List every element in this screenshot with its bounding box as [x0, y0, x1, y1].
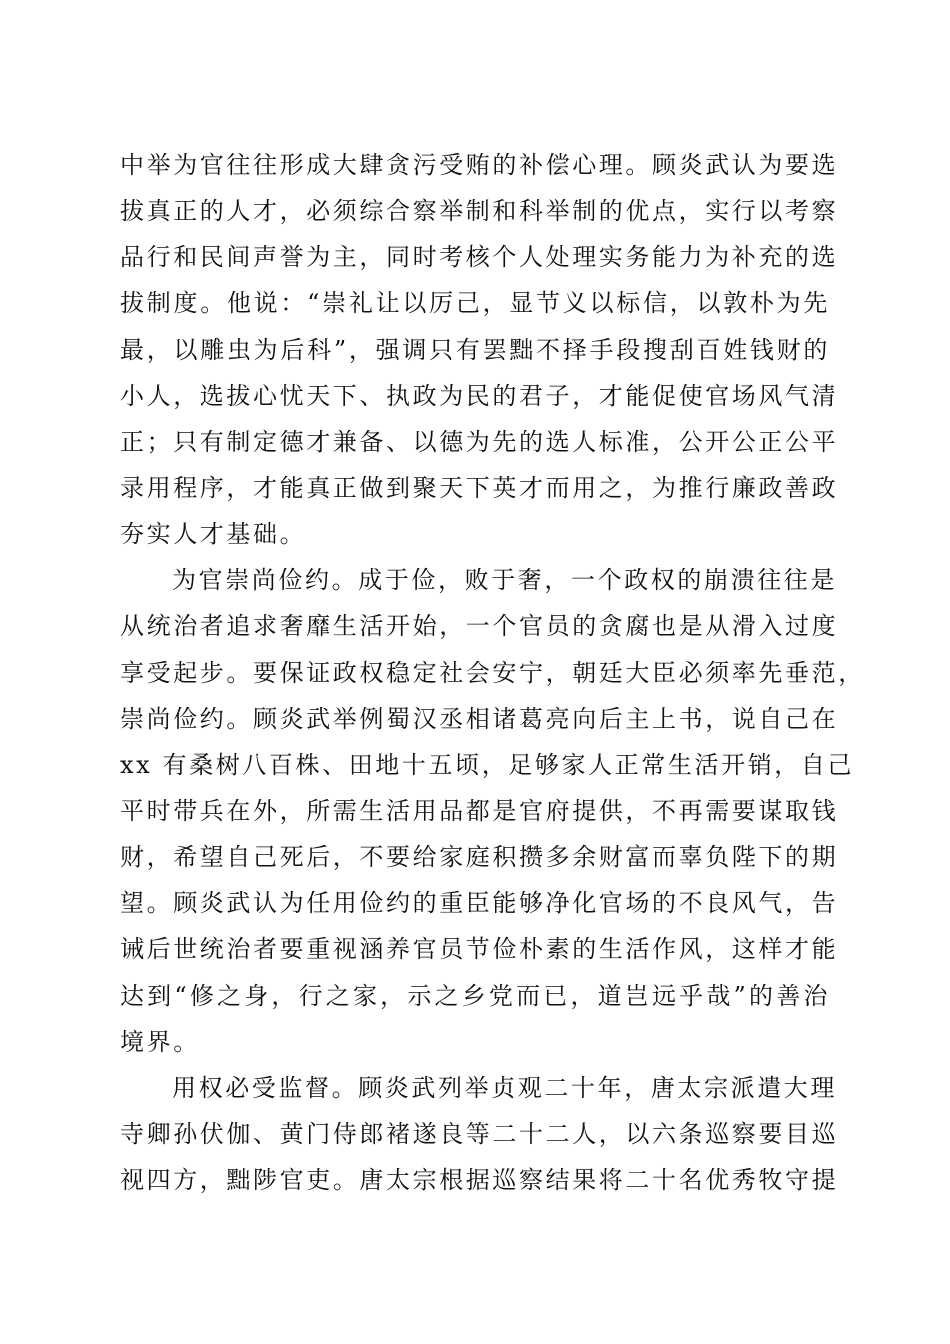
- text-line: 中举为官往往形成大肆贪污受贿的补偿心理。顾炎武认为要选: [120, 151, 839, 179]
- text-line: 达到“修之身，行之家，示之乡党而已，道岂远乎哉”的善治: [120, 981, 830, 1010]
- text-line: xx 有桑树八百株、田地十五顷，足够家人正常生活开销，自己: [120, 750, 855, 779]
- paragraph-start-line: 用权必受监督。顾炎武列举贞观二十年，唐太宗派遣大理: [172, 1073, 837, 1102]
- text-line: 录用程序，才能真正做到聚天下英才而用之，为推行廉政善政: [120, 473, 839, 502]
- text-line: 视四方，黜陟官吏。唐太宗根据巡察结果将二十名优秀牧守提: [120, 1166, 839, 1195]
- paragraph-start-line: 为官崇尚俭约。成于俭，败于奢，一个政权的崩溃往往是: [172, 566, 837, 595]
- text-line: 诫后世统治者要重视涵养官员节俭朴素的生活作风，这样才能: [120, 935, 839, 964]
- text-line: 平时带兵在外，所需生活用品都是官府提供，不再需要谋取钱: [120, 796, 839, 825]
- text-line: 崇尚俭约。顾炎武举例蜀汉丞相诸葛亮向后主上书，说自己在: [120, 704, 839, 733]
- body-text: [120, 142, 865, 1203]
- text-line: 小人，选拔心忧天下、执政为民的君子，才能促使官场风气清: [120, 381, 839, 410]
- text-line: 拔真正的人才，必须综合察举制和科举制的优点，实行以考察: [120, 197, 839, 226]
- text-line: 夯实人才基础。: [120, 520, 307, 549]
- text-line: 境界。: [120, 1027, 200, 1056]
- text-line: 从统治者追求奢靡生活开始，一个官员的贪腐也是从滑入过度: [120, 612, 839, 641]
- text-line: 最，以雕虫为后科”，强调只有罢黜不择手段搜刮百姓钱财的: [120, 335, 830, 364]
- text-line: 正；只有制定德才兼备、以德为先的选人标准，公开公正公平: [120, 427, 839, 456]
- text-line: 拔制度。他说：“崇礼让以厉己，显节义以标信，以敦朴为先: [120, 289, 830, 318]
- text-line: 品行和民间声誉为主，同时考核个人处理实务能力为补充的选: [120, 243, 839, 272]
- text-line: 望。顾炎武认为任用俭约的重臣能够净化官场的不良风气，告: [120, 889, 839, 918]
- text-line: 享受起步。要保证政权稳定社会安宁，朝廷大臣必须率先垂范，: [120, 658, 865, 687]
- text-line: 寺卿孙伏伽、黄门侍郎褚遂良等二十二人，以六条巡察要目巡: [120, 1119, 839, 1148]
- text-line: 财，希望自己死后，不要给家庭积攒多余财富而辜负陛下的期: [120, 843, 839, 872]
